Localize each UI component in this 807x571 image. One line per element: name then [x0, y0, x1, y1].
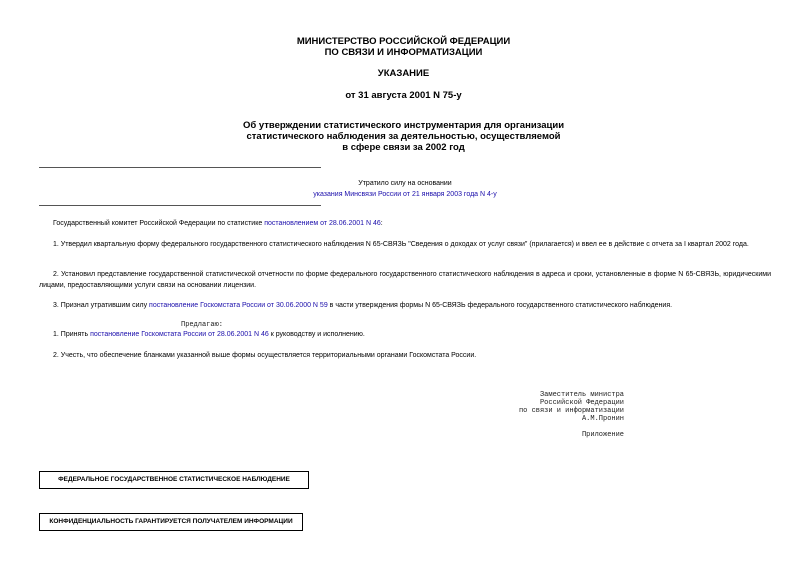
paragraph-1: 1. Утвердил квартальную форму федерального государственного статистического наблюдения N 65-СВЯЗЬ "Сведения о доходах от услуг связи" (прилагается) и ввел ее в действие с отчета за I квартал 2002 года.: [53, 241, 749, 248]
signature-block: [519, 391, 624, 439]
p4-prefix: 1. Принять: [53, 331, 89, 338]
p3-prefix: 3. Признал утратившим силу: [53, 302, 148, 309]
document-title-line2: статистического наблюдения за деятельностью, осуществляемой: [246, 131, 561, 142]
goskomstat-2000-link[interactable]: постановление Госкомстата России от 30.06.2000 N 59: [149, 302, 328, 309]
proposes-label: Предлагаю:: [181, 321, 224, 329]
intro-colon: :: [380, 220, 383, 227]
paragraph-2: 2. Установил представление государственной статистической отчетности по форме федерального государственного статистического наблюдения в адреса и сроки, установленные в форме N 65-СВЯЗЬ, юридическими лицами, предоставляющими услуги связи на основании лицензии.: [39, 271, 771, 289]
paragraph-3: [39, 301, 771, 312]
p4-suffix: к руководству и исполнению.: [270, 331, 365, 338]
paragraph-4: [39, 330, 771, 341]
validity-link[interactable]: указания Минсвязи России от 21 января 2003 года N 4-у: [313, 191, 497, 198]
appendix-label: Приложение: [581, 431, 624, 439]
p3-suffix: в части утверждения формы N 65-СВЯЗЬ федерального государственного статистического наблюдения.: [329, 302, 673, 309]
signature-position: Заместитель министра: [539, 391, 624, 399]
ministry-name-line2: ПО СВЯЗИ И ИНФОРМАТИЗАЦИИ: [324, 47, 483, 58]
signature-ministry: по связи и информатизации: [518, 407, 624, 415]
document-title-line3: в сфере связи за 2002 год: [342, 142, 465, 153]
paragraph-5: 2. Учесть, что обеспечение бланками указанной выше формы осуществляется территориальными органами Госкомстата России.: [53, 352, 477, 359]
divider-top: [39, 167, 321, 168]
goskomstat-2001-link[interactable]: постановление Госкомстата России от 28.06.2001 N 46: [90, 331, 269, 338]
federal-observation-box: ФЕДЕРАЛЬНОЕ ГОСУДАРСТВЕННОЕ СТАТИСТИЧЕСКОЕ НАБЛЮДЕНИЕ: [39, 471, 309, 489]
validity-link-wrapper: [280, 190, 530, 200]
divider-bottom: [39, 205, 321, 206]
document-title-line1: Об утверждении статистического инструментария для организации: [242, 120, 565, 131]
signature-name: А.М.Пронин: [581, 415, 624, 423]
validity-note: Утратило силу на основании: [358, 180, 452, 187]
document-date: от 31 августа 2001 N 75-у: [345, 90, 462, 101]
confidentiality-box: КОНФИДЕНЦИАЛЬНОСТЬ ГАРАНТИРУЕТСЯ ПОЛУЧАТЕЛЕМ ИНФОРМАЦИИ: [39, 513, 303, 531]
ministry-name-line1: МИНИСТЕРСТВО РОССИЙСКОЙ ФЕДЕРАЦИИ: [296, 36, 511, 47]
intro-text: Государственный комитет Российской Федерации по статистике: [53, 220, 263, 227]
signature-country: Российской Федерации: [539, 399, 624, 407]
document-type: УКАЗАНИЕ: [377, 68, 430, 79]
paragraph-intro: [39, 219, 771, 230]
resolution-link[interactable]: постановлением от 28.06.2001 N 46: [264, 220, 381, 227]
